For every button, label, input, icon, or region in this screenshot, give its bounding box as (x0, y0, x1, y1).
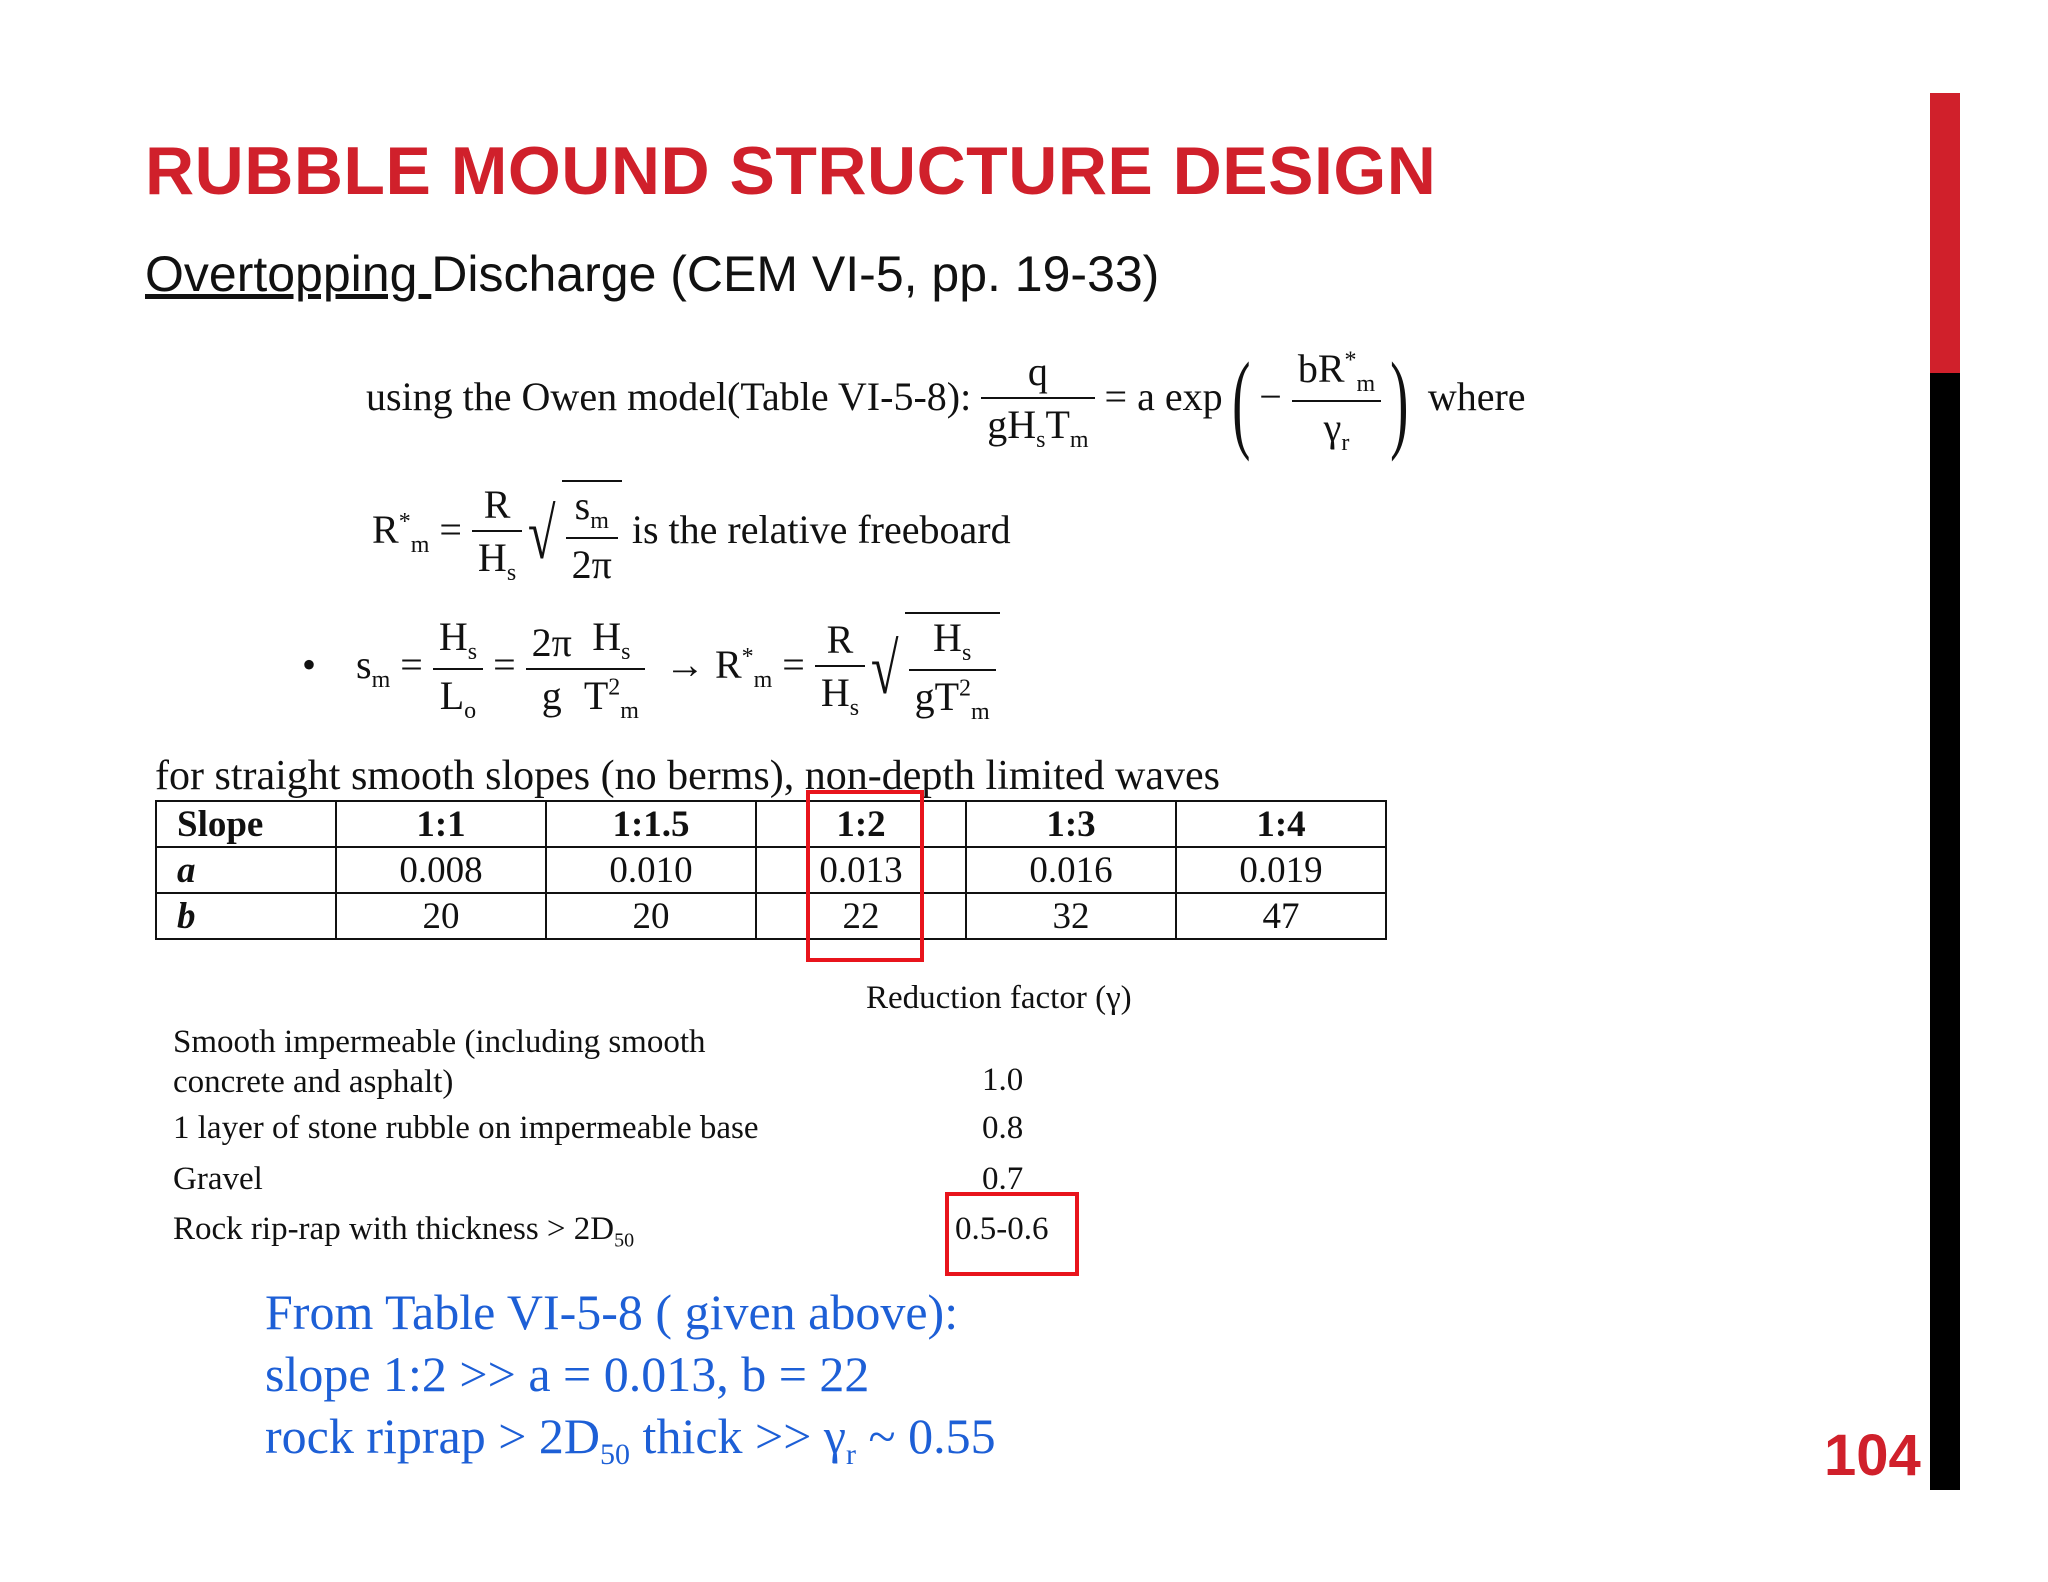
reduction-label: Gravel (173, 1161, 263, 1197)
owen-lhs-fraction (981, 348, 1094, 454)
sm-equation (302, 612, 1000, 726)
table-header-row (156, 801, 1386, 847)
slide-title: RUBBLE MOUND STRUCTURE DESIGN (145, 133, 1437, 209)
table-cell: 0.013 (756, 847, 966, 893)
table-cell: a (156, 847, 336, 893)
r2-sqrt-gt-sup: 2 (959, 675, 972, 702)
arrow-icon: → (664, 642, 705, 688)
owen-lhs-den (981, 399, 1094, 454)
note-line-1: From Table VI-5-8 ( given above): (265, 1284, 959, 1340)
rm-num: R (472, 481, 522, 532)
sm-lhs-sub: m (371, 667, 391, 694)
r2-den (815, 667, 865, 722)
owen-equation (366, 340, 1526, 462)
rm-sqrt-num (566, 482, 618, 539)
r2-den-sub: s (849, 695, 860, 721)
table-caption: for straight smooth slopes (no berms), non-depth limited waves (155, 753, 1220, 799)
sm-f3-den (578, 670, 645, 725)
r2-fraction (815, 616, 865, 722)
rm-lhs: R (372, 507, 399, 553)
owen-coefficient-table (155, 800, 1387, 940)
slope-highlight-box (806, 790, 924, 962)
rm-description: is the relative freeboard (631, 507, 1011, 553)
owen-rhs-gamma: γ (1323, 405, 1342, 450)
sm-f2-den: g (541, 673, 562, 718)
r2-sqrt (905, 612, 1000, 726)
subtitle-underlined: Overtopping (145, 246, 432, 302)
owen-den-sub2: m (1069, 427, 1089, 453)
sm-f3-h-sub: s (621, 639, 631, 665)
table-cell: 0.019 (1176, 847, 1386, 893)
note-line-3-c: ~ 0.55 (856, 1408, 996, 1464)
subtitle-rest: Discharge (CEM VI-5, pp. 19-33) (431, 246, 1160, 302)
owen-rhs-gamma-sub: r (1341, 430, 1350, 456)
bullet-icon: • (302, 642, 317, 688)
owen-rhs-den (1292, 402, 1381, 457)
r2-sqrt-num (909, 614, 996, 671)
r2-sqrt-gt-sub: m (971, 699, 990, 725)
table-cell: 0.010 (546, 847, 756, 893)
rm-equation (372, 480, 1011, 588)
sm-f1-h: H (438, 614, 468, 659)
reduction-label (173, 1211, 634, 1253)
owen-den-t: T (1045, 402, 1070, 447)
reduction-label-line2: concrete and asphalt) (173, 1064, 454, 1100)
r2-sqrt-h-sub: s (961, 640, 972, 666)
r2-sqrt-den (909, 671, 996, 726)
reduction-title: Reduction factor (γ) (866, 980, 1132, 1016)
table-cell: 22 (756, 893, 966, 939)
sm-equals-2: = (493, 642, 516, 688)
sm-f3-num (578, 613, 645, 670)
rm-den-h: H (477, 535, 507, 580)
sm-f1-l: L (439, 673, 465, 718)
sm-lhs: s (356, 642, 372, 688)
owen-minus: − (1259, 374, 1282, 420)
table-row (156, 847, 1386, 893)
rm-sqrt-den: 2π (571, 542, 612, 587)
reduction-label-text: Rock rip-rap with thickness > 2D (173, 1211, 615, 1247)
owen-intro: using the Owen model(Table VI-5-8): (366, 374, 972, 420)
sm-f3-t-sub: m (620, 698, 639, 724)
sm-f3-h: H (592, 614, 622, 659)
sqrt-symbol-2: √ (871, 629, 899, 709)
reduction-label-line1: Smooth impermeable (including smooth (173, 1024, 706, 1060)
table-row (156, 893, 1386, 939)
note-line-3 (265, 1407, 996, 1472)
rm-sqrt-s-sub: m (590, 508, 609, 534)
note-line-2: slope 1:2 >> a = 0.013, b = 22 (265, 1346, 870, 1402)
r2-sqrt-h: H (933, 615, 962, 660)
table-cell: 0.016 (966, 847, 1176, 893)
note-line-3-b: thick >> γ (630, 1408, 847, 1464)
owen-rhs-num (1292, 345, 1381, 402)
owen-lhs-num: q (981, 348, 1094, 399)
note-line-3-sub2: r (846, 1438, 857, 1471)
table-cell: b (156, 893, 336, 939)
rm-den-sub: s (506, 560, 517, 586)
owen-rhs-sup: * (1344, 347, 1357, 374)
sm-f3-t: T (583, 673, 609, 718)
table-header-cell: 1:1.5 (546, 801, 756, 847)
note-line-3-sub: 50 (600, 1438, 631, 1471)
sm-f2-num: 2π (526, 619, 578, 670)
sm-f1-h-sub: s (467, 639, 478, 665)
owen-rhs-fraction (1292, 345, 1381, 457)
reduction-value: 0.5-0.6 (955, 1211, 1049, 1247)
r2-den-h: H (820, 670, 850, 715)
rm-equals: = (439, 507, 462, 553)
rm-fraction (472, 481, 522, 587)
sm-fraction-3 (578, 613, 645, 725)
riprap-highlight-box (945, 1192, 1079, 1276)
sqrt-symbol: √ (528, 494, 556, 574)
paren-left: ( (1231, 340, 1251, 462)
reduction-value: 0.8 (982, 1110, 1024, 1146)
sm-fraction-2 (526, 619, 578, 719)
table-header-cell: 1:1 (336, 801, 546, 847)
table-cell: 47 (1176, 893, 1386, 939)
rm-sqrt-s: s (574, 483, 591, 528)
table-cell: 20 (546, 893, 756, 939)
reduction-label (173, 1022, 706, 1102)
table-header-cell: Slope (156, 801, 336, 847)
sm-fraction-1 (433, 613, 483, 725)
slide-subtitle (145, 245, 1159, 303)
rm-sup: * (398, 508, 411, 535)
sidebar-black-bar (1930, 373, 1960, 1490)
table-cell: 32 (966, 893, 1176, 939)
r2-equals: = (782, 642, 805, 688)
rm-sqrt-fraction (566, 482, 618, 588)
rm-den (472, 532, 522, 587)
rm-sqrt (562, 480, 622, 588)
sm-equals-1: = (400, 642, 423, 688)
note-line-3-a: rock riprap > 2D (265, 1408, 601, 1464)
sm-f3-t-sup: 2 (608, 674, 621, 701)
sm-f1-l-sub: o (464, 698, 477, 724)
sm-f1-num (433, 613, 483, 670)
table-cell: 20 (336, 893, 546, 939)
r2-sub: m (753, 667, 773, 694)
table-header-cell: 1:3 (966, 801, 1176, 847)
reduction-value: 1.0 (982, 1062, 1024, 1098)
owen-rhs-sub: m (1356, 371, 1376, 397)
owen-rhs-br: bR (1297, 346, 1345, 391)
table-header-cell: 1:4 (1176, 801, 1386, 847)
reduction-label-sub: 50 (614, 1229, 635, 1252)
reduction-label: 1 layer of stone rubble on impermeable base (173, 1110, 759, 1146)
r2-sqrt-gt: gT (914, 674, 960, 719)
r2-lhs: R (714, 642, 742, 688)
where-label: where (1427, 374, 1526, 420)
owen-eq-a: = a exp (1104, 374, 1223, 420)
reduction-value: 0.7 (982, 1161, 1024, 1197)
page-number: 104 (1824, 1423, 1921, 1488)
r2-sqrt-fraction (909, 614, 996, 726)
rm-sub: m (410, 532, 430, 559)
owen-den-sub1: s (1036, 427, 1046, 453)
table-header-cell: 1:2 (756, 801, 966, 847)
paren-right: ) (1390, 340, 1409, 462)
r2-sup: * (741, 643, 754, 670)
sm-f1-den (433, 670, 483, 725)
table-cell: 0.008 (336, 847, 546, 893)
owen-den-gh: gH (987, 402, 1037, 447)
sidebar-red-bar (1930, 93, 1960, 373)
r2-num: R (815, 616, 865, 667)
